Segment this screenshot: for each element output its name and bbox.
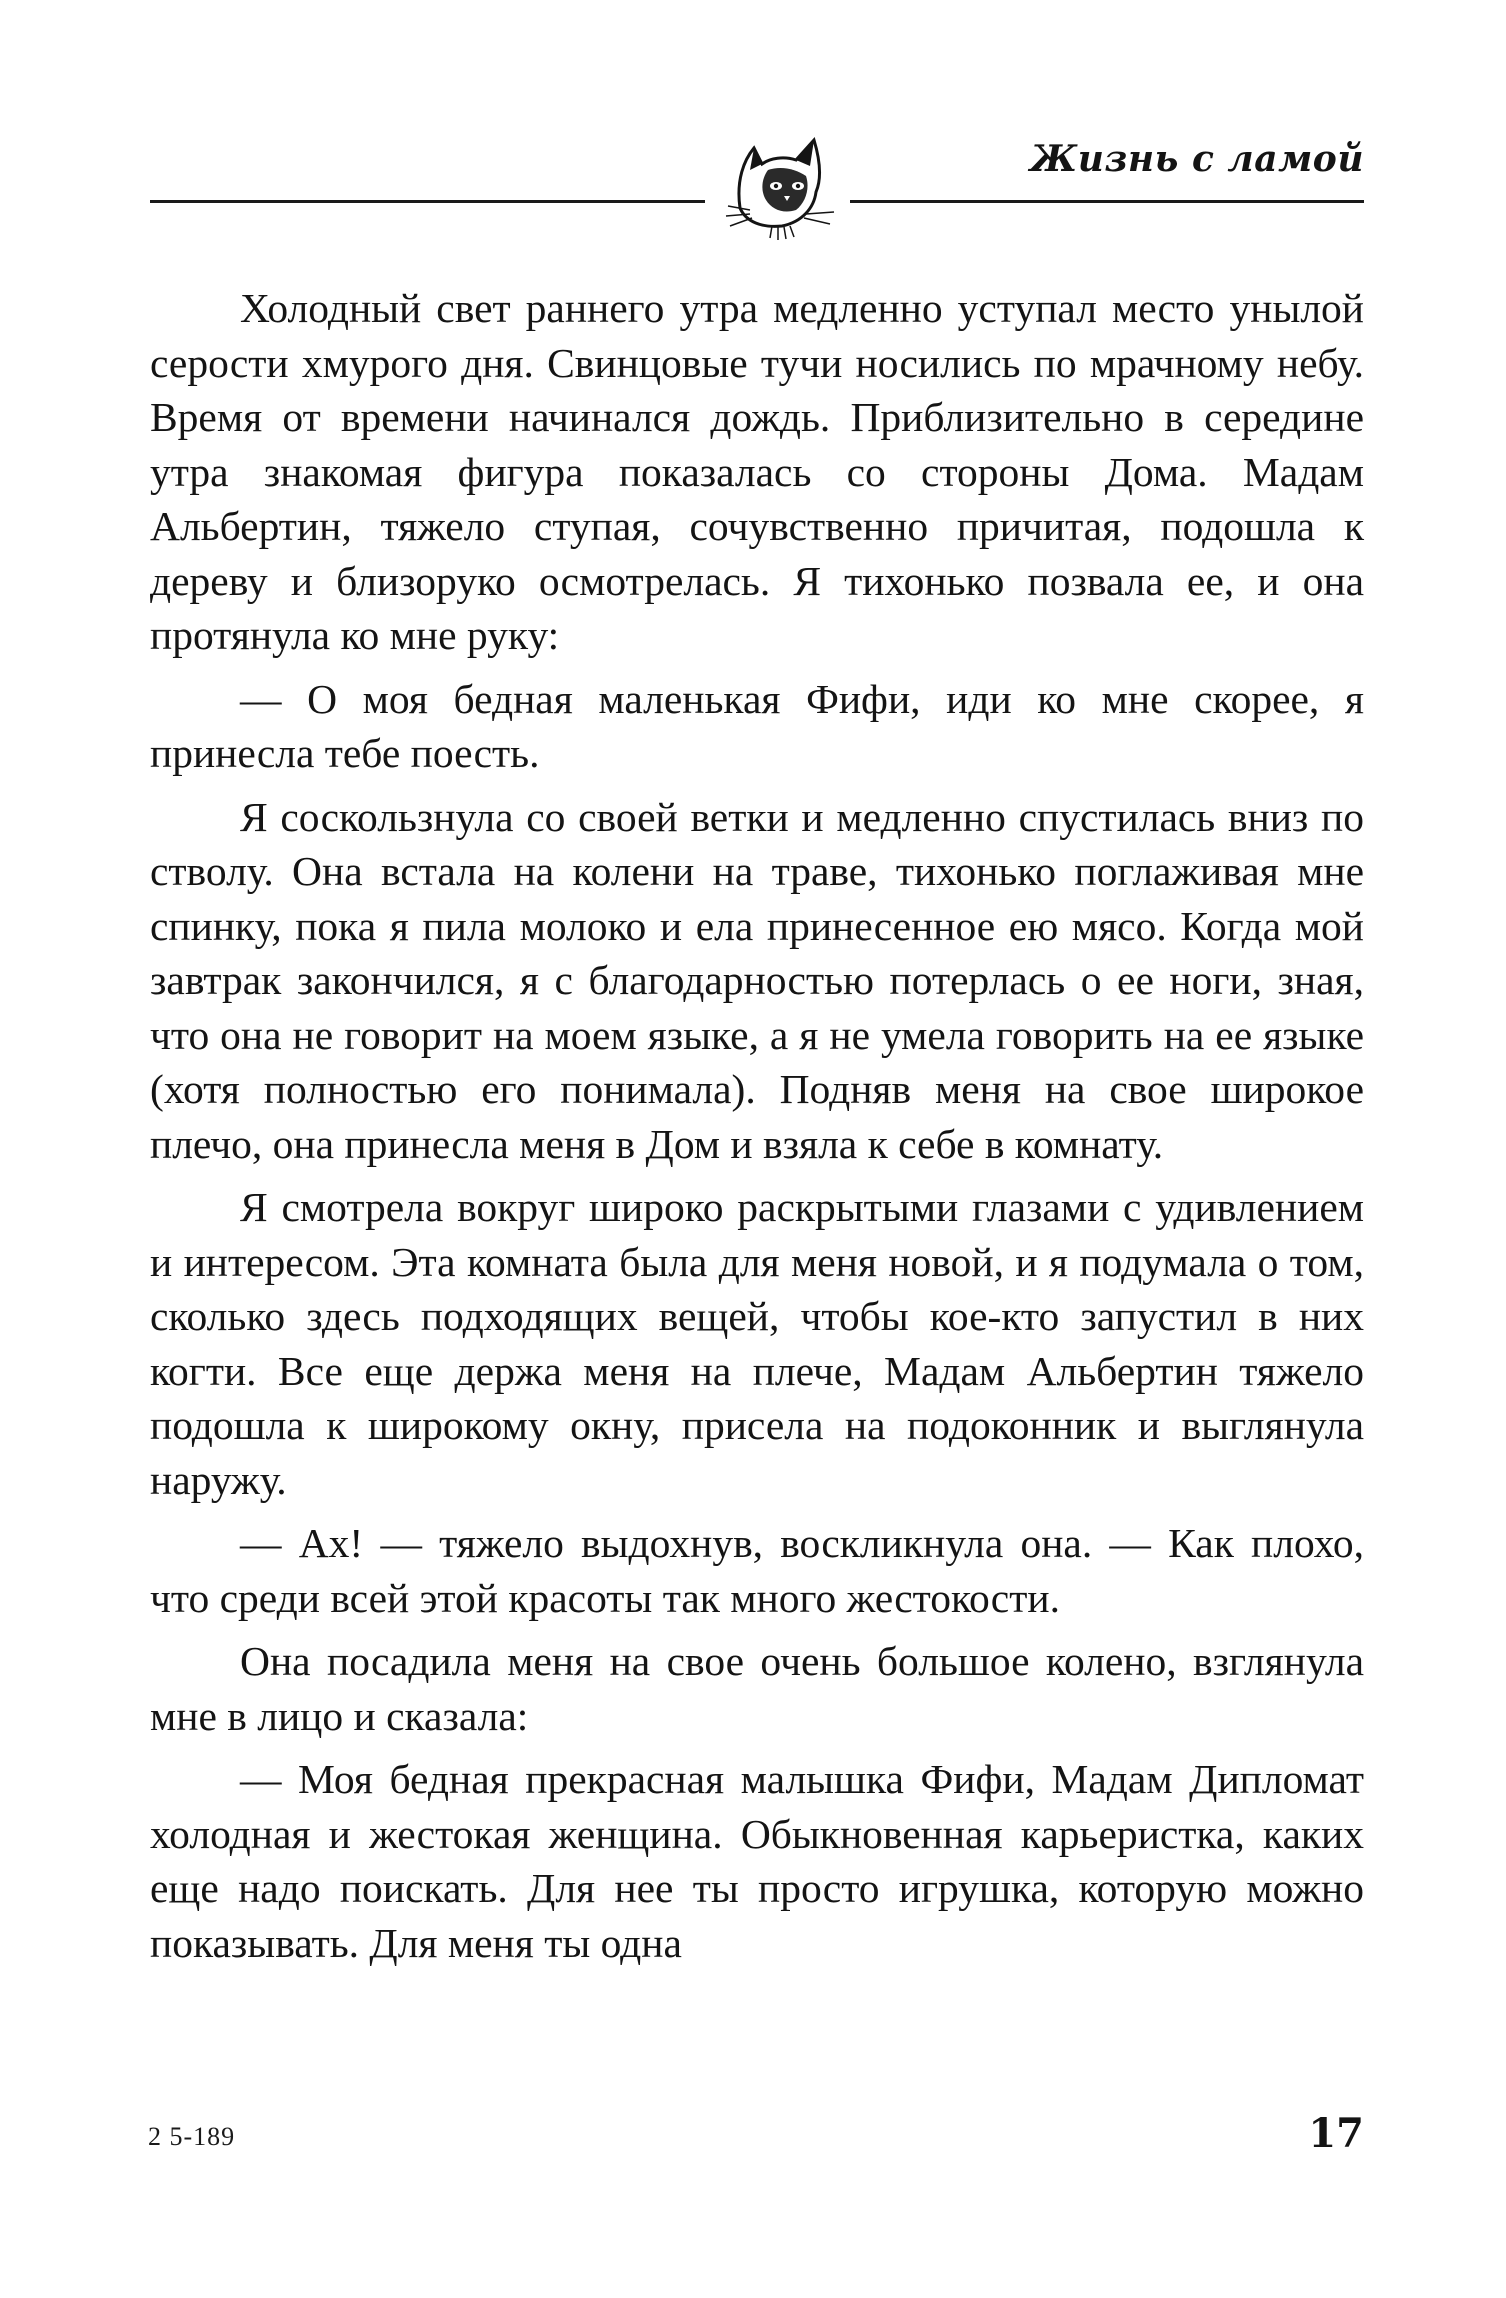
body-text (150, 281, 1364, 1979)
running-head: Жизнь с ламой (1030, 138, 1364, 180)
paragraph: — Моя бедная прекрасная малышка Фифи, Мадам Дипломат холодная и жестокая женщина. Обыкновенная карьеристка, каких еще надо поискать. Для нее ты просто игрушка, которую можно показывать. Для меня ты одна (150, 1756, 1364, 1966)
cat-head-icon (710, 130, 850, 240)
page-header (150, 110, 1364, 220)
paragraph: Я соскользнула со своей ветки и медленно спустилась вниз по стволу. Она встала на колени на траве, тихонько поглаживая мне спинку, пока я пила молоко и ела принесенное ею мясо. Когда мой завтрак закончился, я с благодарностью потерлась о ее ноги, зная, что она не говорит на моем языке, а я не умела говорить на ее языке (хотя полностью его понимала). Подняв меня на свое широкое плечо, она принесла меня в Дом и взяла к себе в комнату. (150, 793, 1364, 1167)
paragraph: Я смотрела вокруг широко раскрытыми глазами с удивлением и интересом. Эта комната была для меня новой, и я подумала о том, сколько здесь подходящих вещей, чтобы кое-кто запустил в них когти. Все еще держа меня на плече, Мадам Альбертин тяжело подошла к широкому окну, присела на подоконник и выглянула наружу. (150, 1184, 1364, 1503)
paragraph: — О моя бедная маленькая Фифи, иди ко мне скорее, я принесла тебе поесть. (150, 675, 1364, 776)
paragraph: Она посадила меня на свое очень большое колено, взглянула мне в лицо и сказала: (150, 1638, 1364, 1739)
page-number: 17 (1308, 2110, 1364, 2157)
header-rule-left (150, 200, 705, 203)
printer-signature: 2 5-189 (148, 2122, 236, 2151)
paragraph: Холодный свет раннего утра медленно уступал место унылой серости хмурого дня. Свинцовые тучи носились по мрачному небу. Время от времени начинался дождь. Приблизительно в середине утра знакомая фигура показалась со стороны Дома. Мадам Альбертин, тяжело ступая, сочувственно причитая, подошла к дереву и близоруко осмотрелась. Я тихонько позвала ее, и она протянула ко мне руку: (150, 285, 1364, 658)
paragraph: — Ах! — тяжело выдохнув, воскликнула она. — Как плохо, что среди всей этой красоты так много жестокости. (150, 1520, 1364, 1621)
header-rule-right (850, 200, 1364, 203)
